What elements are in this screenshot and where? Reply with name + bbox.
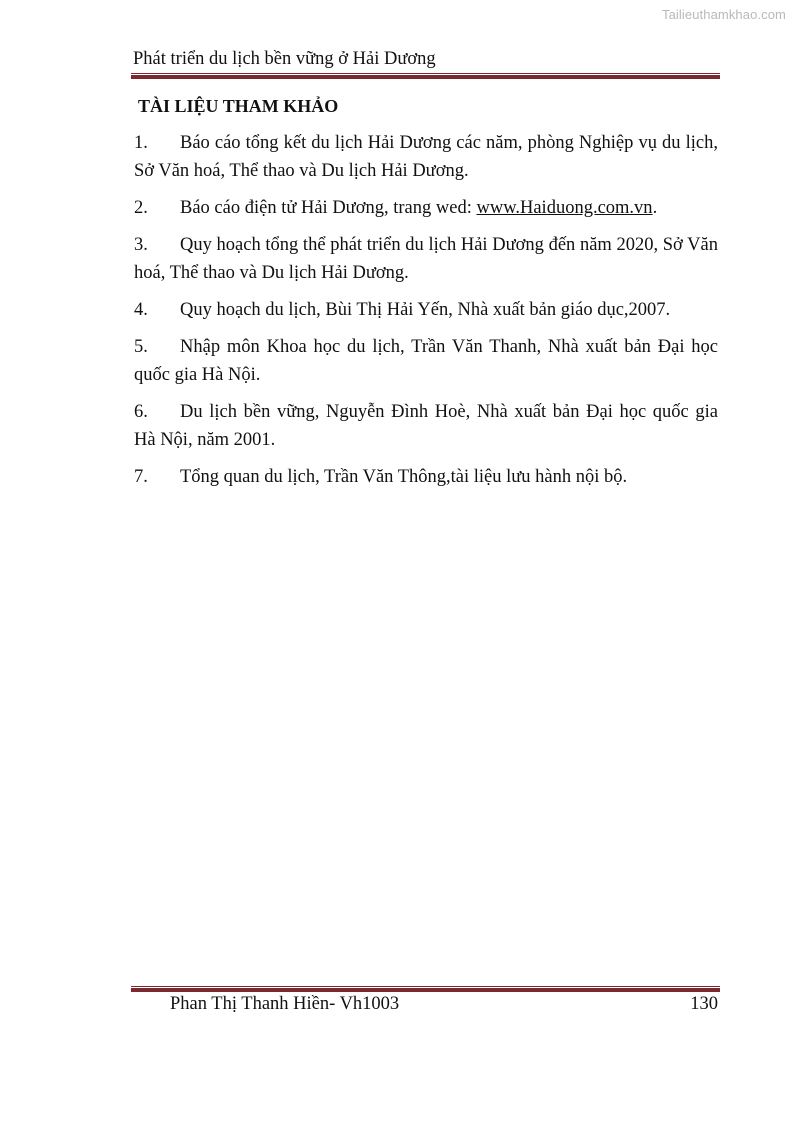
section-title: TÀI LIỆU THAM KHẢO [138,96,339,116]
reference-number: 2. [134,198,148,218]
reference-item-3 [134,231,718,287]
reference-text: Quy hoạch du lịch, Bùi Thị Hải Yến, Nhà xuất bản giáo dục,2007. [180,300,671,320]
page-number: 130 [690,994,718,1014]
reference-item-1 [134,129,718,185]
reference-item-4 [134,296,718,324]
reference-item-2 [134,194,718,222]
reference-item-5 [134,333,718,389]
reference-list [134,129,718,500]
reference-number: 1. [134,133,148,153]
reference-text: Nhập môn Khoa học du lịch, Trần Văn Thanh, Nhà xuất bản Đại học quốc gia Hà Nội. [134,337,718,385]
footer-author: Phan Thị Thanh Hiền- Vh1003 [170,994,400,1014]
watermark-text: Tailieuthamkhao.com [661,7,786,22]
reference-text-end: . [652,198,658,218]
page-header-title: Phát triển du lịch bền vững ở Hải Dương [133,49,436,69]
reference-text: Du lịch bền vững, Nguyễn Đình Hoè, Nhà xuất bản Đại học quốc gia Hà Nội, năm 2001. [134,402,718,450]
reference-text: Báo cáo tổng kết du lịch Hải Dương các năm, phòng Nghiệp vụ du lịch, Sở Văn hoá, Thể thao và Du lịch Hải Dương. [134,133,718,181]
reference-number: 5. [134,337,148,357]
reference-item-7 [134,463,718,491]
reference-text: Tổng quan du lịch, Trần Văn Thông,tài liệu lưu hành nội bộ. [180,467,628,487]
header-divider [131,73,720,79]
reference-number: 6. [134,402,148,422]
website-link[interactable]: www.Haiduong.com.vn [476,198,653,218]
reference-text: Báo cáo điện tử Hải Dương, trang wed: [180,198,477,218]
reference-number: 7. [134,467,148,487]
reference-number: 3. [134,235,148,255]
reference-number: 4. [134,300,148,320]
footer-divider [131,986,720,992]
reference-text: Quy hoạch tổng thể phát triển du lịch Hải Dương đến năm 2020, Sở Văn hoá, Thể thao và Du lịch Hải Dương. [134,235,718,283]
reference-item-6 [134,398,718,454]
